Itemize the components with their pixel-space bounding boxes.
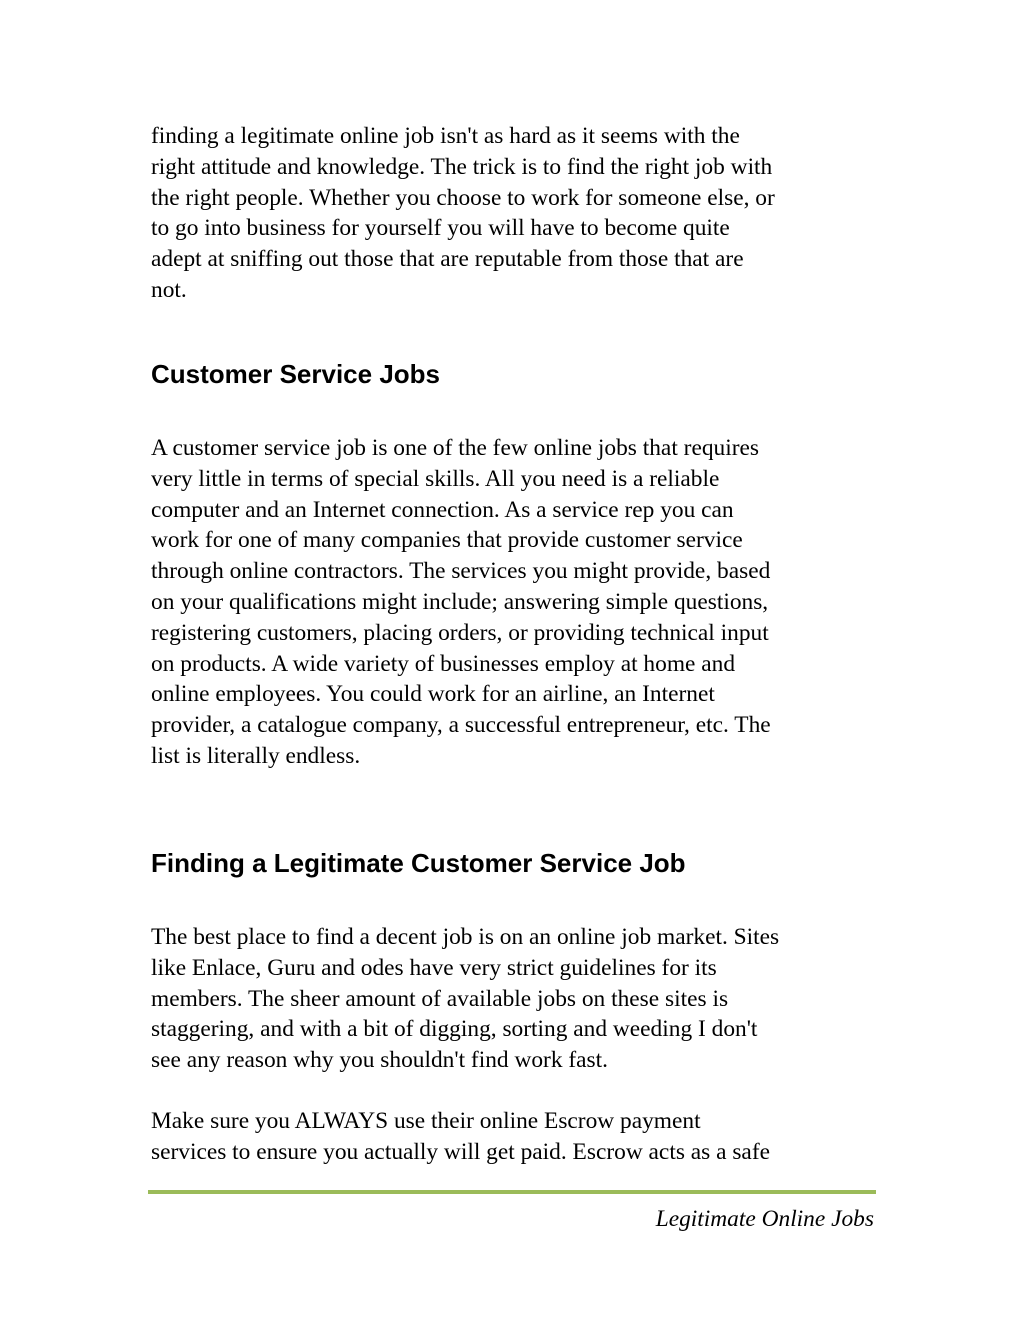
footer-title: Legitimate Online Jobs [655, 1206, 874, 1232]
escrow-paragraph: Make sure you ALWAYS use their online Escrow payment services to ensure you actually will get paid. Escrow acts as a safe [151, 1108, 770, 1165]
customer-service-paragraph: A customer service job is one of the few online jobs that requires very little in terms of special skills. All you need is a reliable computer and an Internet connection. As a service rep you can work for one of many companies that provide customer service through online contractors. The services you might provide, based on your qualifications might include; answering simple questions, registering customers, placing orders, or providing technical input on products. A wide variety of businesses employ at home and online employees. You could work for an airline, an Internet provider, a catalogue company, a successful entrepreneur, etc. The list is literally endless. [151, 435, 771, 769]
footer-divider [148, 1190, 876, 1194]
customer-service-heading: Customer Service Jobs [151, 359, 441, 389]
finding-job-heading: Finding a Legitimate Customer Service Job [151, 848, 686, 878]
document-body [151, 121, 875, 1165]
intro-paragraph: finding a legitimate online job isn't as hard as it seems with the right attitude and knowledge. The trick is to find the right job with the right people. Whether you choose to work for someone else, or to go into business for yourself you will have to become quite adept at sniffing out those that are reputable from those that are not. [151, 123, 775, 303]
job-market-paragraph: The best place to find a decent job is on an online job market. Sites like Enlace, Guru and odes have very strict guidelines for its members. The sheer amount of available jobs on these sites is staggering, and with a bit of digging, sorting and weeding I don't see any reason why you shouldn't find work fast. [151, 924, 780, 1074]
